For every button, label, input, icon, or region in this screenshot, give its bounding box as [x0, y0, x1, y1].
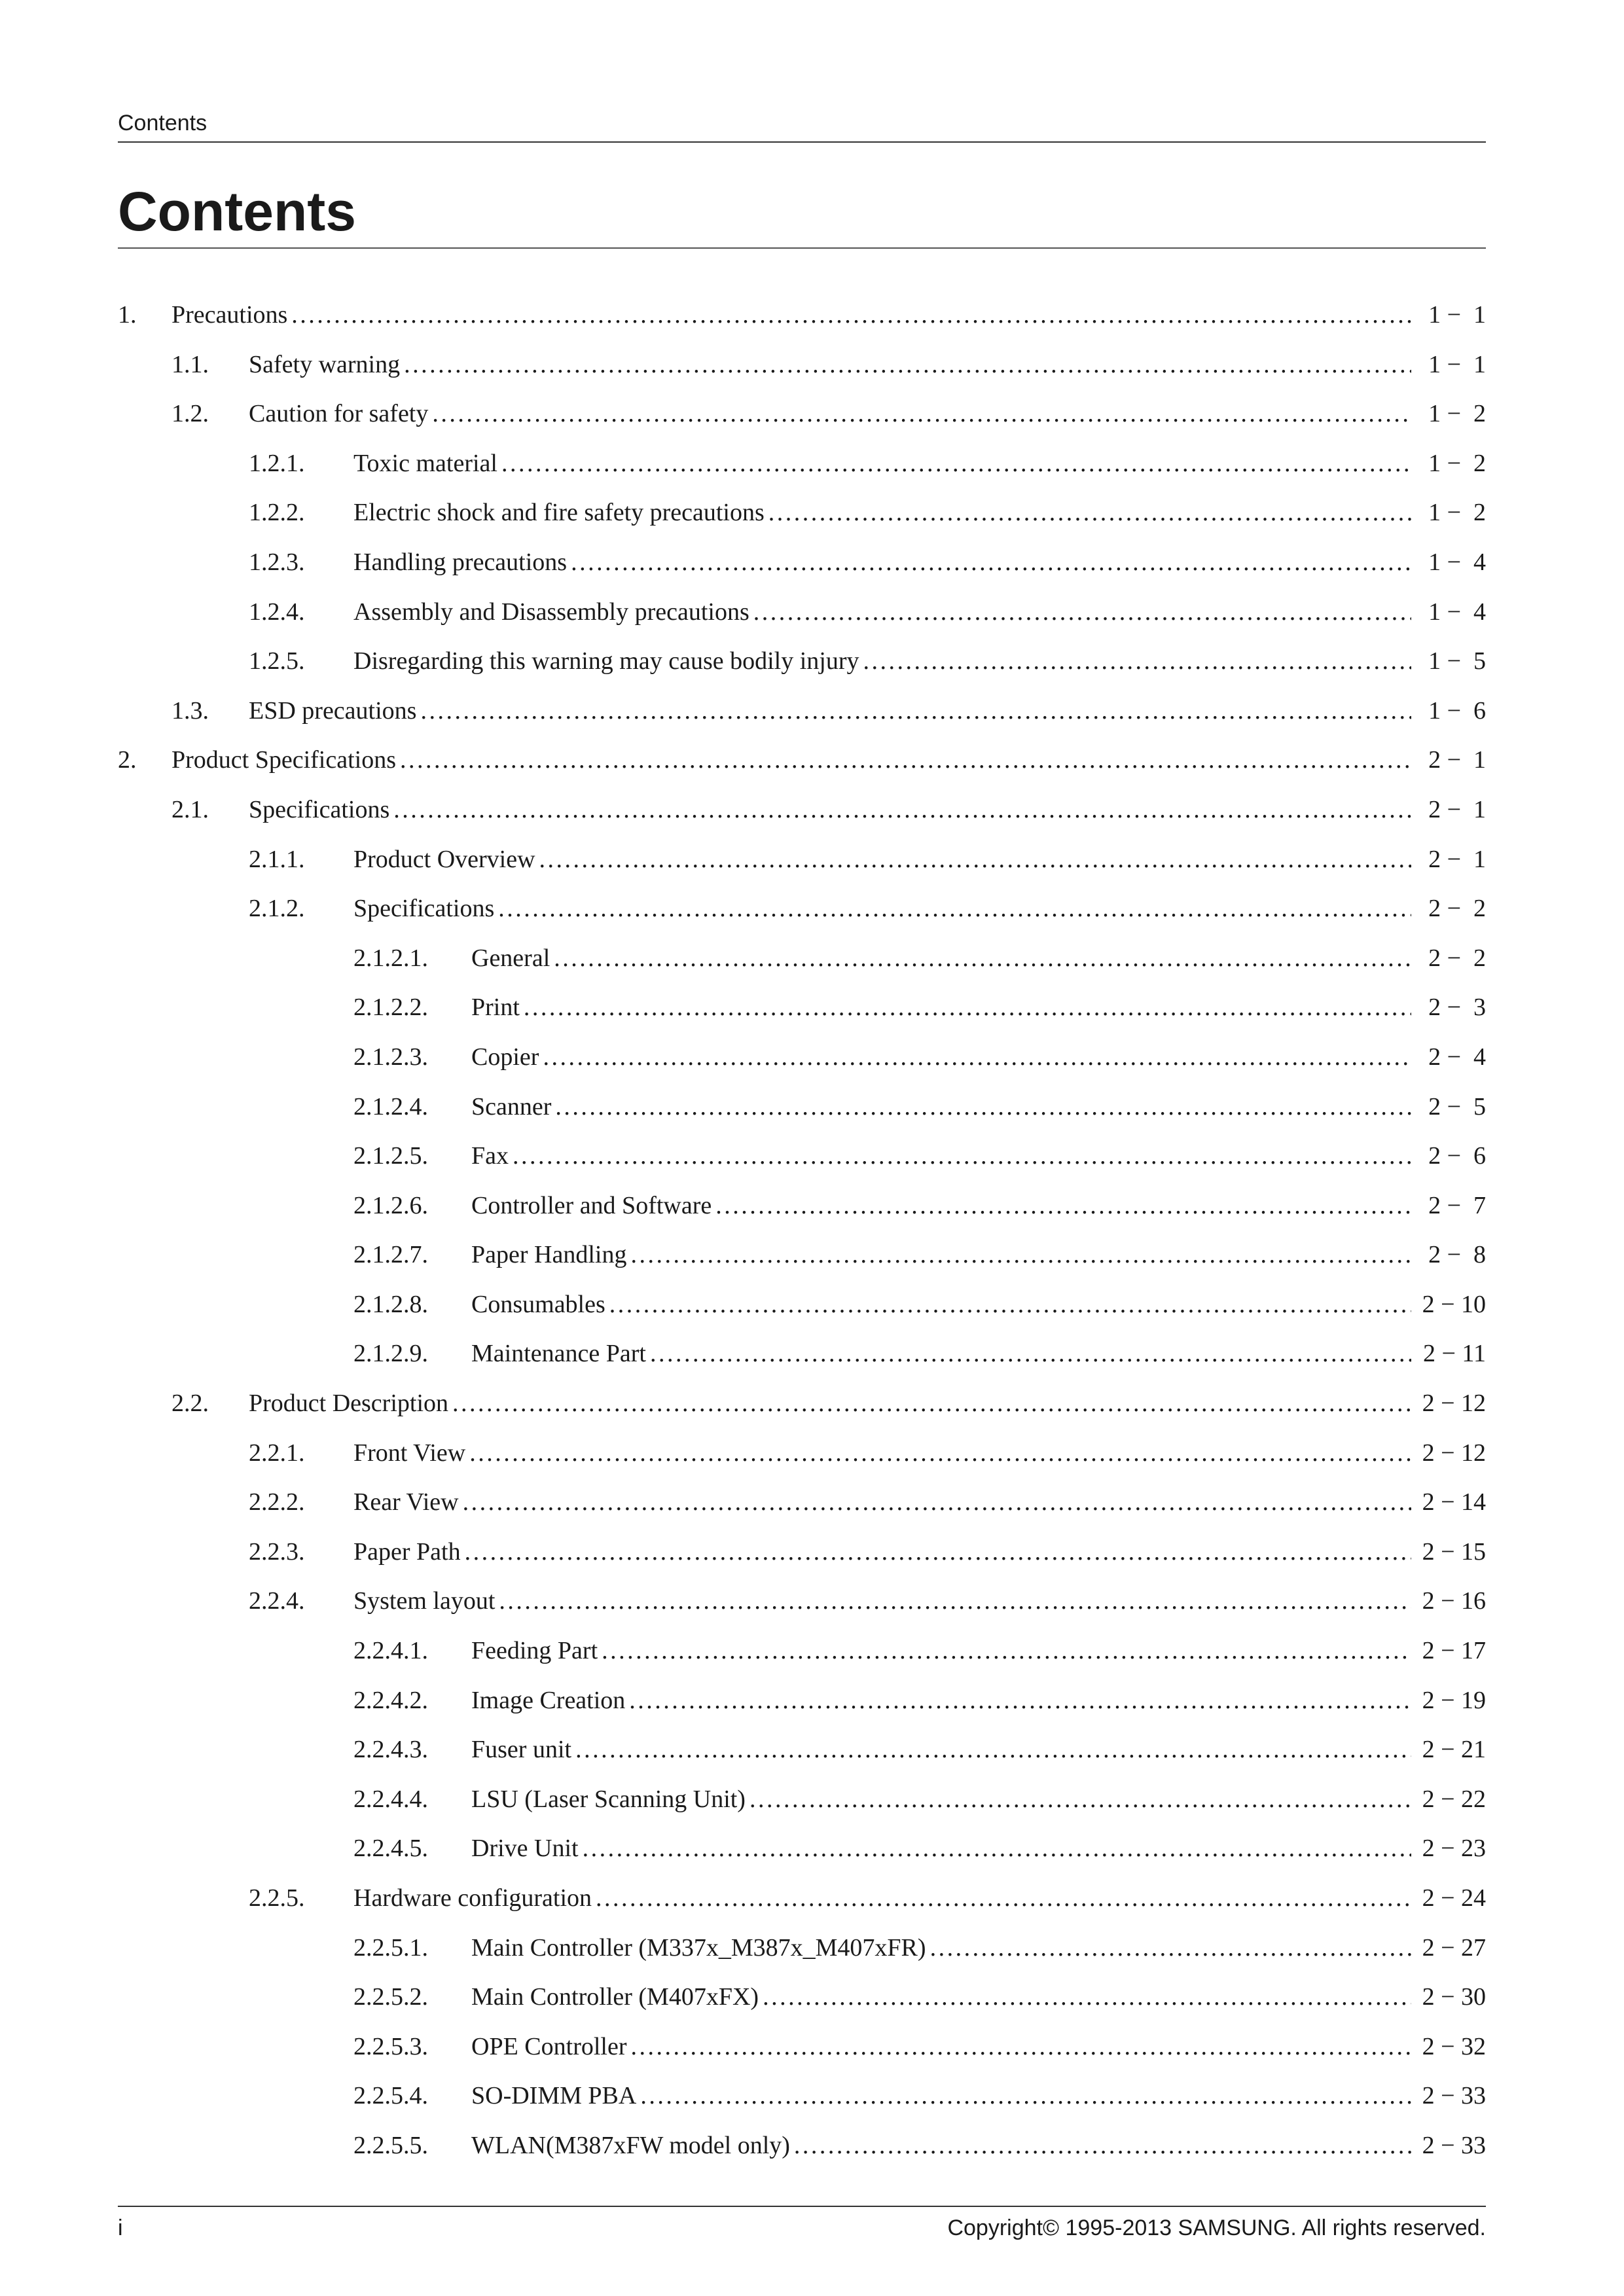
toc-entry-title[interactable]: Rear View — [353, 1488, 459, 1516]
dot-leader — [499, 1588, 1411, 1614]
dot-leader — [930, 1935, 1411, 1961]
toc-entry[interactable] — [118, 1384, 1486, 1433]
toc-entry-line — [249, 401, 1486, 427]
toc-entry-title[interactable]: OPE Controller — [471, 2032, 627, 2060]
toc-entry-line — [249, 1390, 1486, 1416]
toc-entry-line — [471, 1193, 1486, 1219]
toc-entry-number: 2.2.4.2. — [353, 1686, 428, 1714]
toc-entry-title[interactable]: Consumables — [471, 1290, 605, 1318]
toc-entry[interactable] — [118, 1928, 1486, 1978]
toc-entry-number: 1.2.1. — [249, 449, 305, 477]
toc-entry-title[interactable]: Image Creation — [471, 1686, 626, 1714]
dot-leader — [513, 1143, 1411, 1169]
toc-entry[interactable] — [118, 1878, 1486, 1928]
toc-entry-page: 2 − 8 — [1428, 1241, 1486, 1269]
toc-entry-page: 2 − 1 — [1428, 795, 1486, 823]
toc-entry[interactable] — [118, 2027, 1486, 2077]
toc-entry-title[interactable]: Product Specifications — [171, 746, 396, 774]
toc-entry-line — [171, 747, 1486, 773]
toc-entry[interactable] — [118, 740, 1486, 790]
running-header: Contents — [118, 110, 1486, 143]
toc-entry[interactable] — [118, 1532, 1486, 1582]
toc-entry[interactable] — [118, 493, 1486, 543]
toc-entry-number: 2.1.2.4. — [353, 1092, 428, 1121]
toc-entry-title[interactable]: Fuser unit — [471, 1736, 572, 1764]
dot-leader — [629, 1687, 1411, 1713]
toc-entry-number: 2.1.2.7. — [353, 1241, 428, 1269]
toc-entry-number: 2.1.2.9. — [353, 1340, 428, 1368]
toc-entry[interactable] — [118, 1186, 1486, 1236]
toc-entry-page: 2 − 27 — [1422, 1933, 1486, 1962]
toc-entry-line — [471, 1340, 1486, 1367]
toc-entry[interactable] — [118, 939, 1486, 988]
dot-leader — [420, 698, 1411, 724]
toc-entry-title[interactable]: Paper Path — [353, 1537, 461, 1566]
toc-entry-title[interactable]: LSU (Laser Scanning Unit) — [471, 1785, 746, 1813]
dot-leader — [452, 1390, 1411, 1416]
toc-entry-number: 1.1. — [171, 350, 209, 378]
toc-entry[interactable] — [118, 1482, 1486, 1532]
toc-entry[interactable] — [118, 1631, 1486, 1681]
page-number: i — [118, 2215, 123, 2240]
toc-entry-title[interactable]: Main Controller (M407xFX) — [471, 1983, 759, 2011]
toc-entry-line — [353, 1539, 1486, 1565]
toc-entry-line — [249, 797, 1486, 823]
toc-entry-line — [353, 1588, 1486, 1614]
dot-leader — [768, 499, 1411, 526]
toc-entry-page: 1 − 1 — [1428, 301, 1486, 329]
toc-entry-line — [353, 450, 1486, 476]
toc-entry-line — [353, 648, 1486, 674]
toc-entry-line — [471, 1242, 1486, 1268]
toc-entry[interactable] — [118, 1285, 1486, 1335]
copyright-notice: Copyright© 1995-2013 SAMSUNG. All rights reserved. — [947, 2215, 1486, 2240]
toc-entry[interactable] — [118, 988, 1486, 1037]
toc-entry-title[interactable]: Caution for safety — [249, 400, 429, 428]
toc-entry-page: 2 − 11 — [1422, 1340, 1486, 1368]
toc-entry-number: 2.1.2.3. — [353, 1043, 428, 1071]
toc-entry-number: 2.1.2. — [249, 895, 305, 923]
toc-entry-page: 2 − 12 — [1422, 1439, 1486, 1467]
toc-entry-page: 2 − 17 — [1422, 1637, 1486, 1665]
toc-entry-number: 1. — [118, 301, 137, 329]
dot-leader — [715, 1193, 1411, 1219]
toc-entry-line — [353, 895, 1486, 922]
toc-entry[interactable] — [118, 889, 1486, 939]
toc-entry-line — [353, 1440, 1486, 1466]
toc-entry-page: 2 − 12 — [1422, 1390, 1486, 1418]
dot-leader — [400, 747, 1411, 773]
toc-entry-number: 1.3. — [171, 696, 209, 725]
toc-entry-title[interactable]: Product Description — [249, 1390, 449, 1418]
dot-leader — [749, 1786, 1411, 1812]
toc-entry-page: 2 − 30 — [1422, 1983, 1486, 2011]
toc-entry-title[interactable]: Specifications — [249, 795, 390, 823]
toc-entry-title[interactable]: Fax — [471, 1142, 509, 1170]
toc-entry-number: 2.2.4.5. — [353, 1835, 428, 1863]
toc-entry-title[interactable]: Electric shock and fire safety precautions — [353, 499, 765, 527]
toc-entry-title[interactable]: Front View — [353, 1439, 466, 1467]
toc-entry[interactable] — [118, 1037, 1486, 1087]
toc-entry[interactable] — [118, 2076, 1486, 2126]
toc-entry[interactable] — [118, 1581, 1486, 1631]
toc-entry-page: 1 − 2 — [1428, 449, 1486, 477]
toc-entry[interactable] — [118, 592, 1486, 642]
toc-entry-page: 2 − 7 — [1428, 1191, 1486, 1219]
dot-leader — [469, 1440, 1411, 1466]
dot-leader — [763, 1984, 1411, 2010]
dot-leader — [583, 1835, 1411, 1861]
toc-entry[interactable] — [118, 840, 1486, 889]
toc-entry-number: 2.1.2.6. — [353, 1191, 428, 1219]
dot-leader — [640, 2083, 1411, 2109]
dot-leader — [498, 895, 1411, 922]
dot-leader — [794, 2132, 1411, 2159]
toc-entry-page: 1 − 5 — [1428, 647, 1486, 675]
toc-entry-page: 2 − 1 — [1428, 845, 1486, 873]
toc-entry-line — [471, 1935, 1486, 1961]
toc-entry-line — [353, 1489, 1486, 1515]
toc-entry-number: 2.1. — [171, 795, 209, 823]
toc-entry-page: 1 − 2 — [1428, 499, 1486, 527]
dot-leader — [432, 401, 1411, 427]
toc-entry-title[interactable]: Disregarding this warning may cause bodily injury — [353, 647, 859, 675]
toc-entry-page: 2 − 15 — [1422, 1537, 1486, 1566]
dot-leader — [571, 549, 1411, 575]
toc-entry-title[interactable]: Safety warning — [249, 350, 401, 378]
toc-entry-number: 2.2.5.3. — [353, 2032, 428, 2060]
toc-entry[interactable] — [118, 691, 1486, 741]
toc-entry[interactable] — [118, 345, 1486, 395]
dot-leader — [630, 1242, 1411, 1268]
toc-entry[interactable] — [118, 1334, 1486, 1384]
toc-entry-line — [471, 1143, 1486, 1169]
toc-entry-page: 2 − 32 — [1422, 2032, 1486, 2060]
toc-entry-page: 2 − 6 — [1428, 1142, 1486, 1170]
toc-entry-line — [471, 2132, 1486, 2159]
toc-entry-title[interactable]: General — [471, 944, 550, 972]
toc-entry[interactable] — [118, 1087, 1486, 1137]
toc-entry-title[interactable]: Main Controller (M337x_M387x_M407xFR) — [471, 1933, 926, 1962]
toc-entry-number: 2.2.3. — [249, 1537, 305, 1566]
toc-entry[interactable] — [118, 641, 1486, 691]
toc-entry-number: 2.2.4.4. — [353, 1785, 428, 1813]
toc-entry-number: 1.2. — [171, 400, 209, 428]
toc-entry[interactable] — [118, 1235, 1486, 1285]
toc-entry-line — [471, 1736, 1486, 1763]
dot-leader — [753, 599, 1411, 625]
toc-entry-line — [249, 698, 1486, 724]
dot-leader — [554, 945, 1411, 971]
toc-entry-page: 2 − 19 — [1422, 1686, 1486, 1714]
dot-leader — [393, 797, 1411, 823]
dot-leader — [465, 1539, 1411, 1565]
toc-entry-line — [471, 2034, 1486, 2060]
dot-leader — [596, 1885, 1411, 1911]
toc-entry-number: 1.2.5. — [249, 647, 305, 675]
toc-entry-page: 2 − 4 — [1428, 1043, 1486, 1071]
toc-entry-title[interactable]: Paper Handling — [471, 1241, 627, 1269]
toc-entry-line — [471, 1291, 1486, 1318]
toc-entry-line — [471, 1638, 1486, 1664]
toc-entry-page: 1 − 4 — [1428, 548, 1486, 576]
toc-entry-line — [353, 599, 1486, 625]
dot-leader — [404, 351, 1411, 378]
toc-entry[interactable] — [118, 1136, 1486, 1186]
toc-entry-title[interactable]: Hardware configuration — [353, 1884, 592, 1912]
dot-leader — [291, 302, 1411, 328]
toc-entry-number: 2.1.1. — [249, 845, 305, 873]
dot-leader — [602, 1638, 1411, 1664]
toc-entry-line — [471, 1687, 1486, 1713]
toc-entry-title[interactable]: Toxic material — [353, 449, 497, 477]
toc-entry[interactable] — [118, 1780, 1486, 1829]
toc-entry-page: 1 − 4 — [1428, 598, 1486, 626]
toc-entry-line — [471, 2083, 1486, 2109]
toc-entry-title[interactable]: Specifications — [353, 895, 495, 923]
dot-leader — [543, 1044, 1411, 1070]
toc-entry-title[interactable]: Product Overview — [353, 845, 535, 873]
toc-entry[interactable] — [118, 295, 1486, 345]
dot-leader — [630, 2034, 1411, 2060]
table-of-contents — [118, 295, 1486, 2176]
toc-entry-page: 2 − 2 — [1428, 895, 1486, 923]
toc-entry-number: 2.2.5. — [249, 1884, 305, 1912]
dot-leader — [463, 1489, 1411, 1515]
toc-entry-page: 2 − 1 — [1428, 746, 1486, 774]
toc-entry-number: 2. — [118, 746, 137, 774]
toc-entry-page: 2 − 33 — [1422, 2082, 1486, 2110]
toc-entry-page: 2 − 33 — [1422, 2131, 1486, 2159]
dot-leader — [575, 1736, 1411, 1763]
toc-entry[interactable] — [118, 1977, 1486, 2027]
toc-entry[interactable] — [118, 1730, 1486, 1780]
toc-entry[interactable] — [118, 394, 1486, 444]
toc-entry-page: 1 − 2 — [1428, 400, 1486, 428]
toc-entry-number: 2.1.2.1. — [353, 944, 428, 972]
toc-entry-title[interactable]: WLAN(M387xFW model only) — [471, 2131, 790, 2159]
toc-entry-number: 2.2.4. — [249, 1587, 305, 1615]
toc-entry-page: 2 − 10 — [1422, 1290, 1486, 1318]
toc-entry-line — [471, 1984, 1486, 2010]
toc-entry[interactable] — [118, 1433, 1486, 1483]
toc-entry-line — [471, 1786, 1486, 1812]
dot-leader — [555, 1094, 1411, 1120]
toc-entry-title[interactable]: Drive Unit — [471, 1835, 579, 1863]
toc-entry-page: 2 − 2 — [1428, 944, 1486, 972]
toc-entry-title[interactable]: Feeding Part — [471, 1637, 598, 1665]
toc-entry-line — [353, 499, 1486, 526]
toc-entry-title[interactable]: Scanner — [471, 1092, 552, 1121]
toc-entry-number: 2.2.5.4. — [353, 2082, 428, 2110]
toc-entry-line — [249, 351, 1486, 378]
toc-entry-line — [471, 1044, 1486, 1070]
toc-entry-line — [471, 1094, 1486, 1120]
toc-entry-number: 2.1.2.2. — [353, 994, 428, 1022]
dot-leader — [650, 1340, 1411, 1367]
toc-entry[interactable] — [118, 1681, 1486, 1731]
dot-leader — [863, 648, 1411, 674]
toc-entry-title[interactable]: Assembly and Disassembly precautions — [353, 598, 749, 626]
toc-entry[interactable] — [118, 543, 1486, 592]
toc-entry-page: 2 − 3 — [1428, 994, 1486, 1022]
toc-entry-number: 2.1.2.8. — [353, 1290, 428, 1318]
toc-entry-number: 2.2.5.5. — [353, 2131, 428, 2159]
toc-entry-page: 1 − 1 — [1428, 350, 1486, 378]
toc-entry-page: 1 − 6 — [1428, 696, 1486, 725]
toc-entry[interactable] — [118, 1829, 1486, 1878]
toc-entry-line — [471, 945, 1486, 971]
toc-entry-line — [353, 549, 1486, 575]
toc-entry[interactable] — [118, 2126, 1486, 2176]
toc-entry-page: 2 − 21 — [1422, 1736, 1486, 1764]
toc-entry-page: 2 − 24 — [1422, 1884, 1486, 1912]
toc-entry-title[interactable]: Controller and Software — [471, 1191, 712, 1219]
toc-entry-number: 1.2.3. — [249, 548, 305, 576]
toc-entry-title[interactable]: Copier — [471, 1043, 539, 1071]
toc-entry-title[interactable]: Maintenance Part — [471, 1340, 646, 1368]
toc-entry-number: 2.2.5.2. — [353, 1983, 428, 2011]
toc-entry-number: 2.2.1. — [249, 1439, 305, 1467]
toc-entry-number: 1.2.4. — [249, 598, 305, 626]
toc-entry-title[interactable]: ESD precautions — [249, 696, 417, 725]
toc-entry-page: 2 − 5 — [1428, 1092, 1486, 1121]
dot-leader — [539, 846, 1411, 872]
toc-entry-line — [353, 846, 1486, 872]
toc-entry-line — [471, 994, 1486, 1020]
toc-entry-number: 2.2.5.1. — [353, 1933, 428, 1962]
toc-entry-number: 2.2.4.3. — [353, 1736, 428, 1764]
toc-entry-number: 2.1.2.5. — [353, 1142, 428, 1170]
toc-entry-number: 2.2.4.1. — [353, 1637, 428, 1665]
toc-entry-line — [353, 1885, 1486, 1911]
toc-entry-page: 2 − 14 — [1422, 1488, 1486, 1516]
toc-entry[interactable] — [118, 444, 1486, 493]
toc-entry-title[interactable]: System layout — [353, 1587, 496, 1615]
toc-entry-title[interactable]: Handling precautions — [353, 548, 568, 576]
toc-entry-title[interactable]: Print — [471, 994, 520, 1022]
toc-entry[interactable] — [118, 790, 1486, 840]
toc-entry-number: 1.2.2. — [249, 499, 305, 527]
dot-leader — [609, 1291, 1411, 1318]
toc-entry-page: 2 − 22 — [1422, 1785, 1486, 1813]
toc-entry-line — [171, 302, 1486, 328]
page-title: Contents — [118, 175, 1486, 249]
toc-entry-title[interactable]: SO-DIMM PBA — [471, 2082, 637, 2110]
toc-entry-title[interactable]: Precautions — [171, 301, 288, 329]
toc-entry-page: 2 − 23 — [1422, 1835, 1486, 1863]
dot-leader — [501, 450, 1411, 476]
dot-leader — [524, 994, 1411, 1020]
toc-entry-number: 2.2.2. — [249, 1488, 305, 1516]
toc-entry-number: 2.2. — [171, 1390, 209, 1418]
running-footer — [118, 2206, 1486, 2244]
toc-entry-page: 2 − 16 — [1422, 1587, 1486, 1615]
toc-entry-line — [471, 1835, 1486, 1861]
